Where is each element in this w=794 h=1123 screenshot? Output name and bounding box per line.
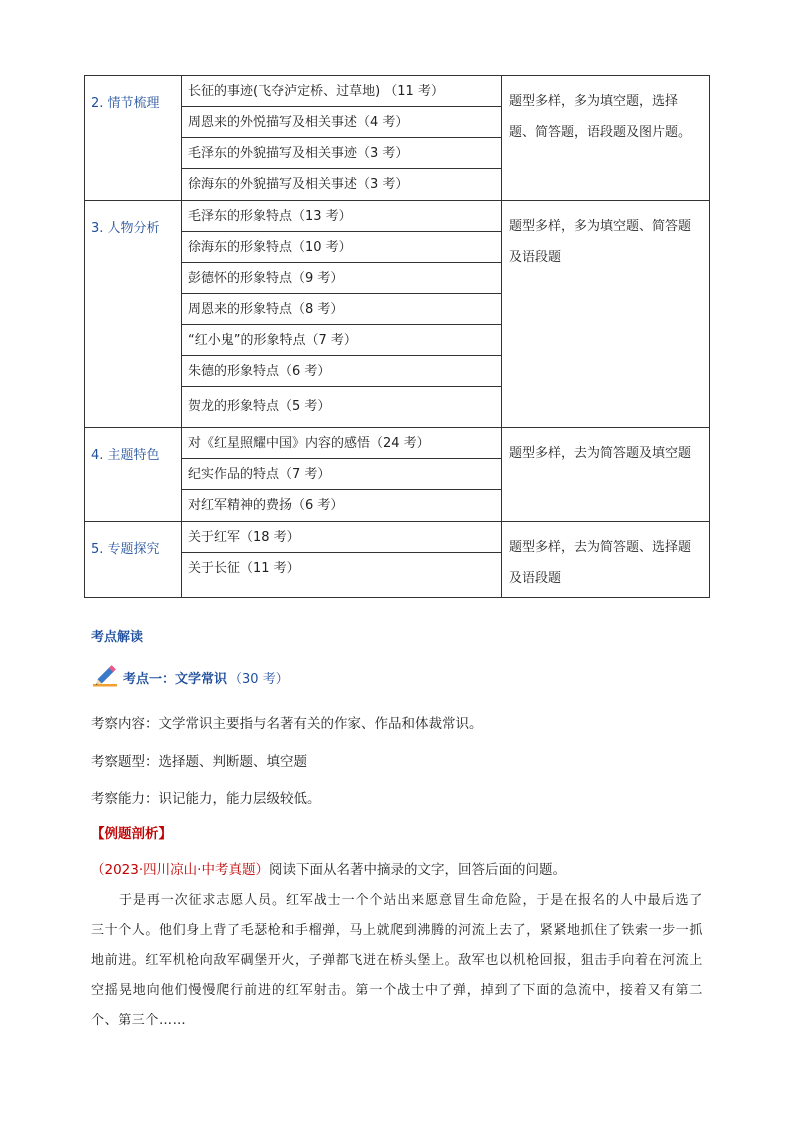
list-item: 周恩来的形象特点（8 考） [182, 294, 501, 325]
section-title: 考点解读 [91, 630, 144, 645]
list-item: 毛泽东的形象特点（13 考） [182, 201, 501, 232]
point-count: （30 考） [229, 671, 289, 687]
table-row [85, 201, 710, 428]
description-cell: 题型多样，多为填空题，选择题、简答题，语段题及图片题。 [502, 76, 710, 201]
list-item: 长征的事迹(飞夺泸定桥、过草地) （11 考） [182, 76, 501, 107]
table-row [85, 428, 710, 522]
category-cell: 5. 专题探究 [85, 522, 182, 598]
list-item: 对《红星照耀中国》内容的感悟（24 考） [182, 428, 501, 459]
list-item: 徐海东的外貌描写及相关事述（3 考） [188, 177, 409, 192]
category-cell: 3. 人物分析 [85, 201, 182, 428]
table-row [85, 76, 710, 201]
source-text: 阅读下面从名著中摘录的文字，回答后面的问题。 [268, 862, 566, 878]
reading-passage: 于是再一次征求志愿人员。红军战士一个个站出来愿意冒生命危险，于是在报名的人中最后选了三十个人。他们身上背了毛瑟枪和手榴弹，马上就爬到沸腾的河流上去了，紧紧地抓住了铁索一步一抓地前进。红军机枪向敌军碉堡开火，子弹都飞迸在桥头堡上。敌军也以机枪回报，狙击手向着在河流上空摇晃地向他们慢慢爬行前进的红军射击。第一个战士中了弹，掉到了下面的急流中，接着又有第二个、第三个…… [91, 893, 704, 1028]
pencil-icon [91, 661, 121, 693]
list-item: 朱德的形象特点（6 考） [182, 356, 501, 387]
category-cell: 2. 情节梳理 [85, 76, 182, 201]
list-item: 关于红军（18 考） [182, 522, 501, 553]
description-cell: 题型多样，多为填空题、简答题及语段题 [502, 201, 710, 428]
list-item: 毛泽东的外貌描写及相关事迹（3 考） [182, 138, 501, 169]
category-cell: 4. 主题特色 [85, 428, 182, 522]
exam-ability-line: 考察能力：识记能力，能力层级较低。 [91, 791, 321, 807]
exam-types-line: 考察题型：选择题、判断题、填空题 [91, 754, 307, 770]
list-item: 徐海东的形象特点（10 考） [182, 232, 501, 263]
list-item: 纪实作品的特点（7 考） [182, 459, 501, 490]
exam-points-table [84, 75, 710, 598]
description-cell: 题型多样，去为简答题、选择题及语段题 [502, 522, 710, 598]
list-item: “红小鬼”的形象特点（7 考） [182, 325, 501, 356]
list-item: 贺龙的形象特点（5 考） [188, 399, 331, 414]
list-item: 对红军精神的费扬（6 考） [188, 498, 344, 513]
description-cell: 题型多样，去为简答题及填空题 [502, 428, 710, 522]
list-item: 彭德怀的形象特点（9 考） [182, 263, 501, 294]
question-source [91, 858, 566, 878]
exam-content-line: 考察内容：文学常识主要指与名著有关的作家、作品和体裁常识。 [91, 716, 483, 732]
table-row [85, 522, 710, 598]
source-tag: （2023·四川凉山·中考真题） [91, 862, 269, 878]
point-heading [91, 662, 289, 692]
list-item: 周恩来的外悦描写及相关事述（4 考） [182, 107, 501, 138]
point-label: 考点一：文学常识 [123, 671, 228, 687]
example-title: 【例题剖析】 [91, 826, 172, 842]
list-item: 关于长征（11 考） [188, 561, 300, 576]
